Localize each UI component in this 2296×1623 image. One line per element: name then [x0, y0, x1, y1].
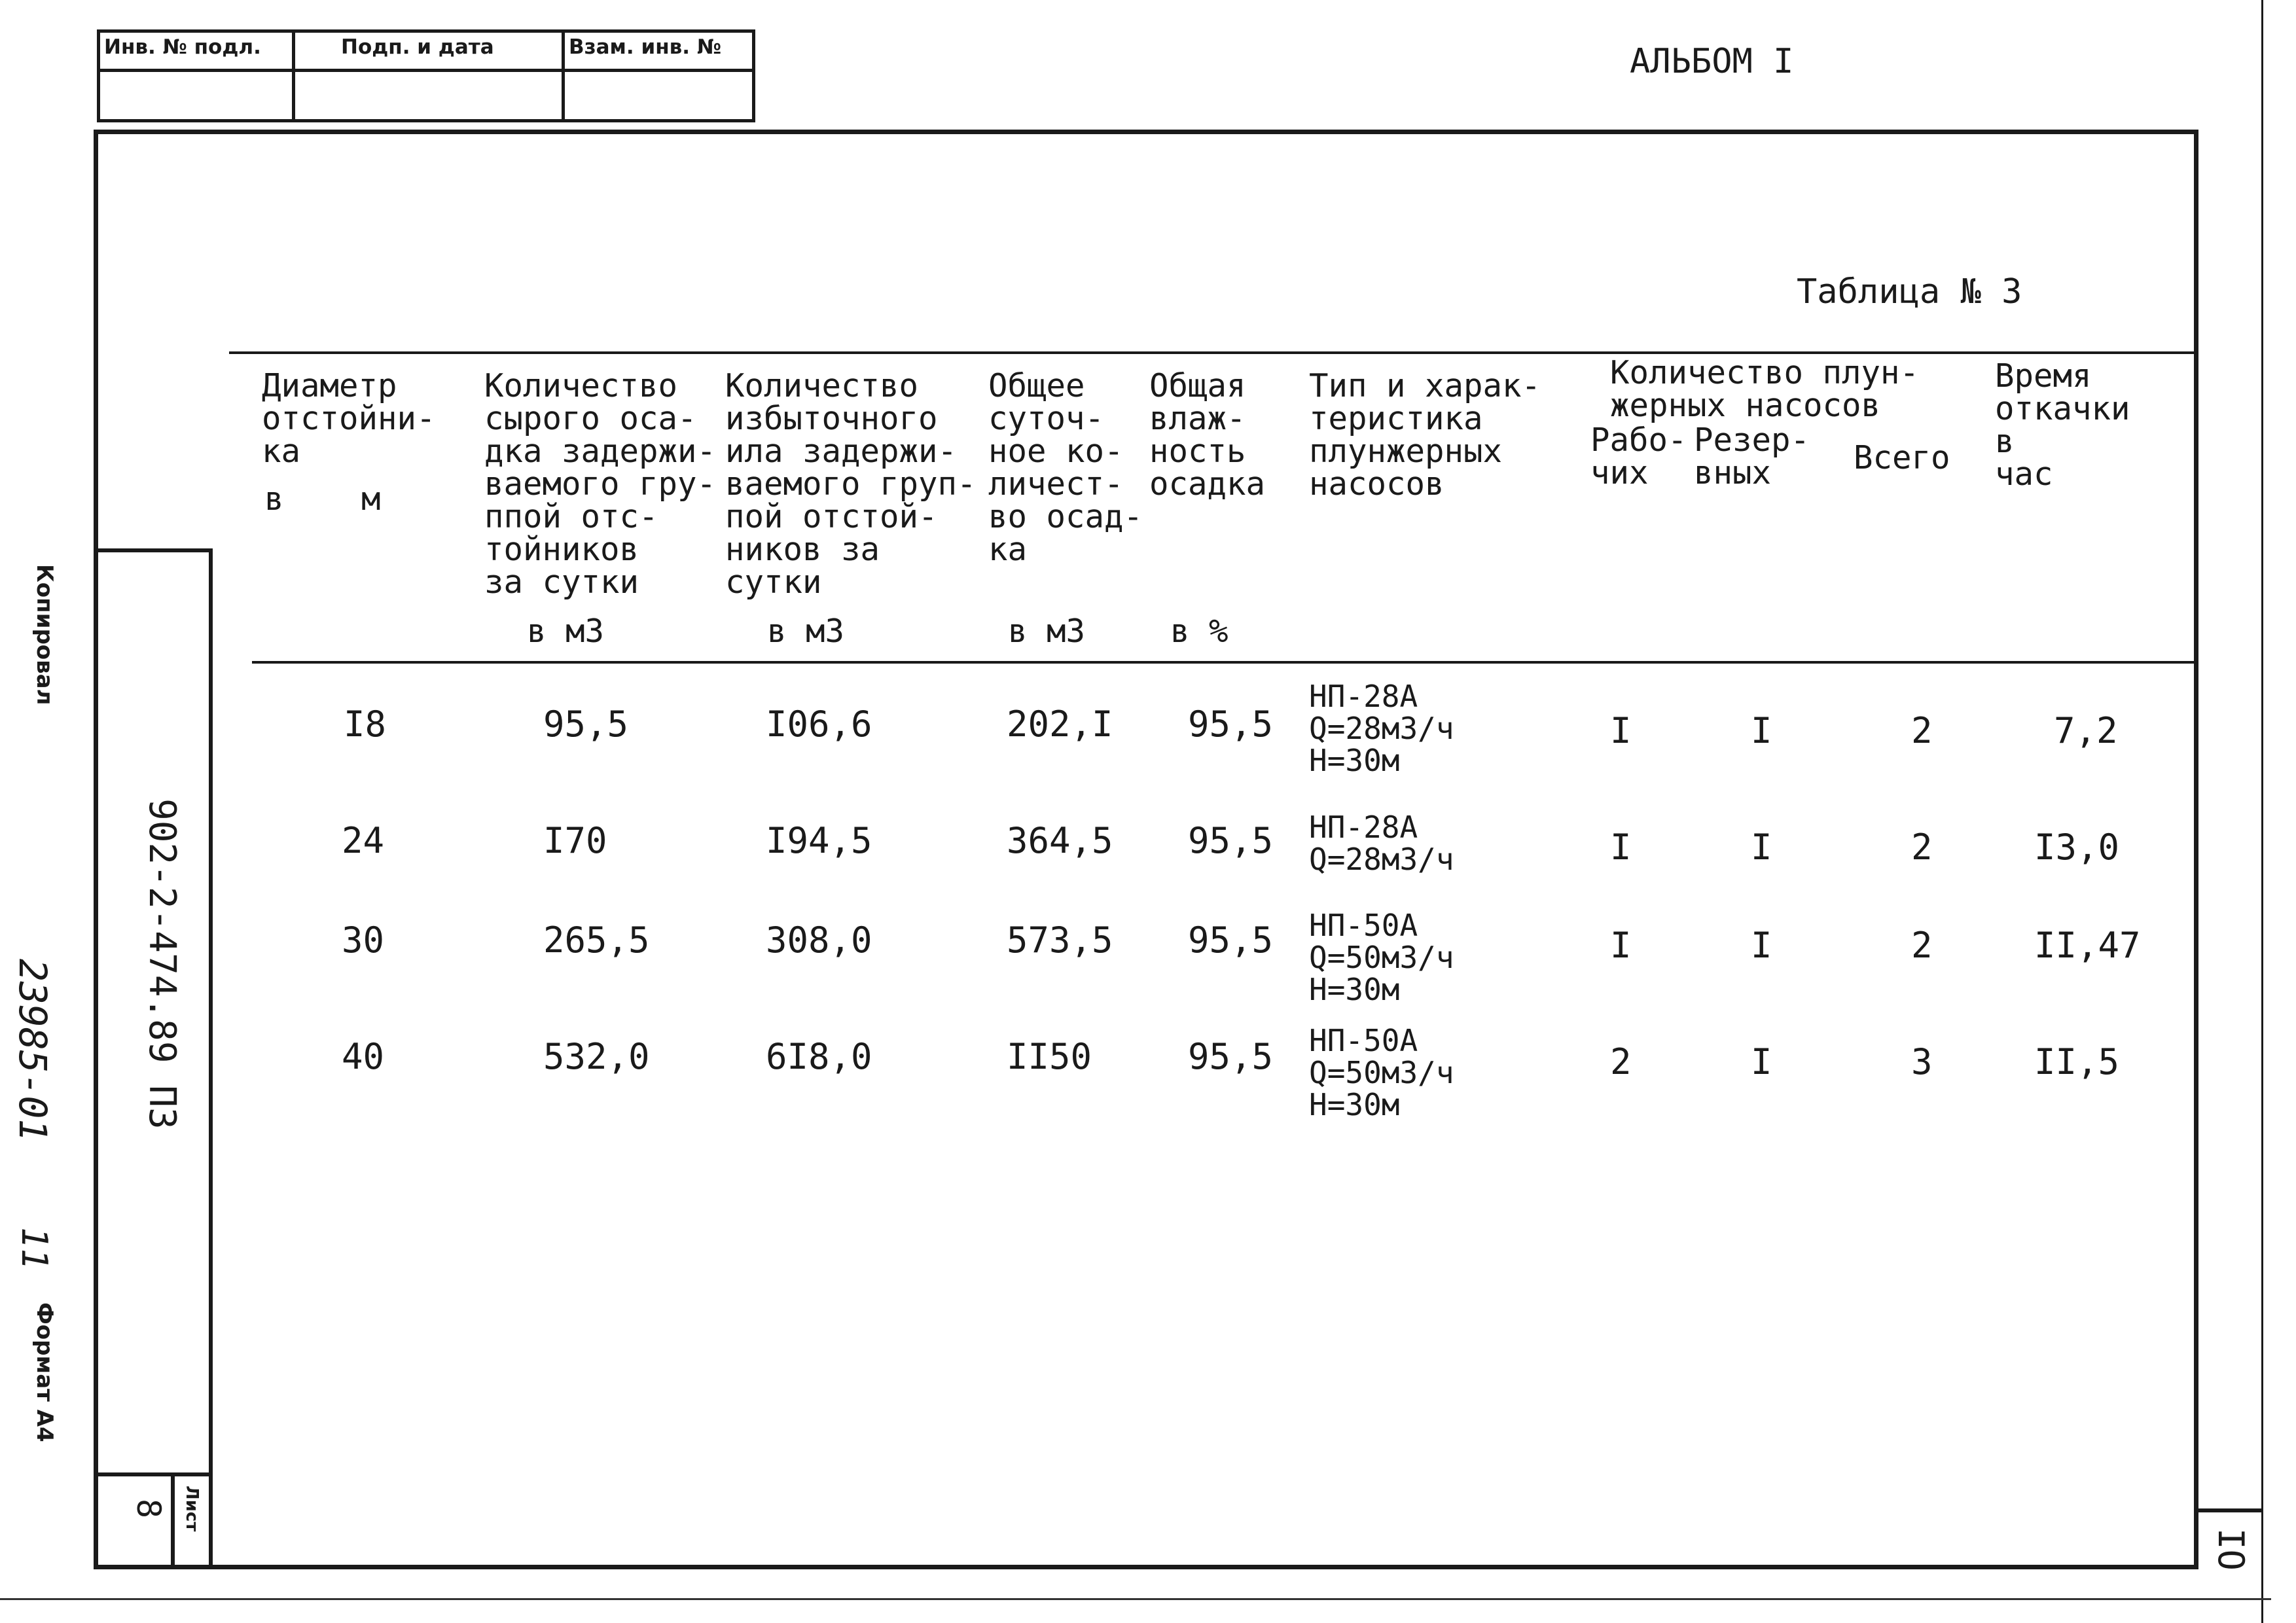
- handwritten-number: 23985-01: [10, 959, 55, 1142]
- header-moisture: Общая влаж- ность осадка: [1149, 367, 1266, 503]
- row1-time: 7,2: [2054, 710, 2118, 751]
- row2-reserve: I: [1751, 827, 1772, 868]
- row2-diameter: 24: [342, 820, 385, 861]
- stamp-col-inv: [100, 33, 295, 119]
- row3-total: 573,5: [1007, 919, 1113, 961]
- header-pump-type: Тип и харак- теристика плунжерных насосов: [1309, 367, 1541, 503]
- row4-raw: 532,0: [543, 1036, 650, 1077]
- row1-moisture: 95,5: [1188, 704, 1274, 745]
- row4-working: 2: [1610, 1041, 1632, 1082]
- header-excess-unit: в м3: [767, 613, 845, 650]
- table-header-rule: [252, 661, 2196, 664]
- stamp-col-sign: [295, 33, 565, 119]
- table-title: Таблица № 3: [1797, 272, 2022, 312]
- row1-excess: I06,6: [766, 704, 872, 745]
- header-raw-sludge: Количество сырого оса- дка задержи- ваемого гру- ппой отс- тойников за сутки: [484, 367, 717, 601]
- header-moisture-unit: в %: [1170, 613, 1229, 650]
- row4-pump: НП-50А Q=50м3/ч Н=30м: [1309, 1023, 1454, 1122]
- document-code: 902-2-474.89 ПЗ: [141, 798, 183, 1130]
- row4-moisture: 95,5: [1188, 1036, 1274, 1077]
- header-working: Рабо- чих: [1590, 421, 1687, 491]
- stamp-col2-label: Подп. и дата: [341, 35, 494, 59]
- row1-working: I: [1610, 710, 1632, 751]
- row4-excess: 6I8,0: [766, 1036, 872, 1077]
- row1-diameter: I8: [344, 704, 387, 745]
- header-total-unit: в м3: [1008, 613, 1086, 650]
- bottom-margin-line: [0, 1598, 2271, 1600]
- row3-reserve: I: [1751, 925, 1772, 966]
- row1-total: 202,I: [1007, 704, 1113, 745]
- header-diameter-unit-b: в: [264, 480, 284, 518]
- row4-time: II,5: [2034, 1041, 2120, 1082]
- row2-raw: I70: [543, 820, 607, 861]
- header-excess-sludge: Количество избыточного ила задержи- ваемого груп- пой отстой- ников за сутки: [725, 367, 977, 601]
- header-total-pumps: Всего: [1854, 439, 1950, 476]
- header-reserve: Резер- вных: [1694, 421, 1810, 491]
- page-box-top: [2198, 1508, 2261, 1512]
- row3-pump: НП-50А Q=50м3/ч Н=30м: [1309, 908, 1454, 1007]
- header-pumping-time: Время откачки в час: [1995, 357, 2130, 493]
- header-pump-count: Количество плун- жерных насосов: [1610, 354, 1920, 424]
- row1-raw: 95,5: [543, 704, 629, 745]
- row3-excess: 308,0: [766, 919, 872, 961]
- page-frame: [94, 130, 2198, 1569]
- row3-working: I: [1610, 925, 1632, 966]
- sheet-number: 8: [130, 1499, 168, 1519]
- copied-label: Копировал: [31, 564, 58, 705]
- row4-total: II50: [1007, 1036, 1092, 1077]
- stamp-col-replace: [565, 33, 752, 119]
- row3-time: II,47: [2034, 925, 2141, 966]
- header-total-sludge: Общее суточ- ное ко- личест- во осад- ка: [988, 367, 1143, 568]
- row3-diameter: 30: [342, 919, 385, 961]
- right-margin-line: [2261, 0, 2263, 1623]
- sheet-label: Лист: [182, 1486, 202, 1532]
- sheet-box-divider: [171, 1476, 175, 1565]
- header-diameter-unit-m: м: [361, 480, 381, 518]
- row4-all: 3: [1911, 1041, 1933, 1082]
- row2-excess: I94,5: [766, 820, 872, 861]
- row2-moisture: 95,5: [1188, 820, 1274, 861]
- album-title: АЛЬБОМ I: [1630, 42, 1794, 81]
- row1-pump: НП-28А Q=28м3/ч Н=30м: [1309, 679, 1454, 778]
- row2-total: 364,5: [1007, 820, 1113, 861]
- stamp-col1-label: Инв. № подл.: [104, 35, 261, 59]
- row4-diameter: 40: [342, 1036, 385, 1077]
- row3-all: 2: [1911, 925, 1933, 966]
- header-diameter: Диаметр отстойни- ка: [262, 367, 436, 470]
- row1-reserve: I: [1751, 710, 1772, 751]
- row2-all: 2: [1911, 827, 1933, 868]
- header-raw-unit: в м3: [527, 613, 605, 650]
- row2-time: I3,0: [2034, 827, 2120, 868]
- approval-stamp: [97, 29, 755, 122]
- page-number: IO: [2210, 1528, 2251, 1571]
- row1-all: 2: [1911, 710, 1933, 751]
- stamp-col3-label: Взам. инв. №: [569, 35, 722, 59]
- row4-reserve: I: [1751, 1041, 1772, 1082]
- row3-moisture: 95,5: [1188, 919, 1274, 961]
- row2-pump: НП-28А Q=28м3/ч: [1309, 810, 1454, 877]
- row2-working: I: [1610, 827, 1632, 868]
- format-label: Формат А4: [31, 1302, 58, 1442]
- row3-raw: 265,5: [543, 919, 650, 961]
- handwritten-sheet: 11: [14, 1227, 55, 1270]
